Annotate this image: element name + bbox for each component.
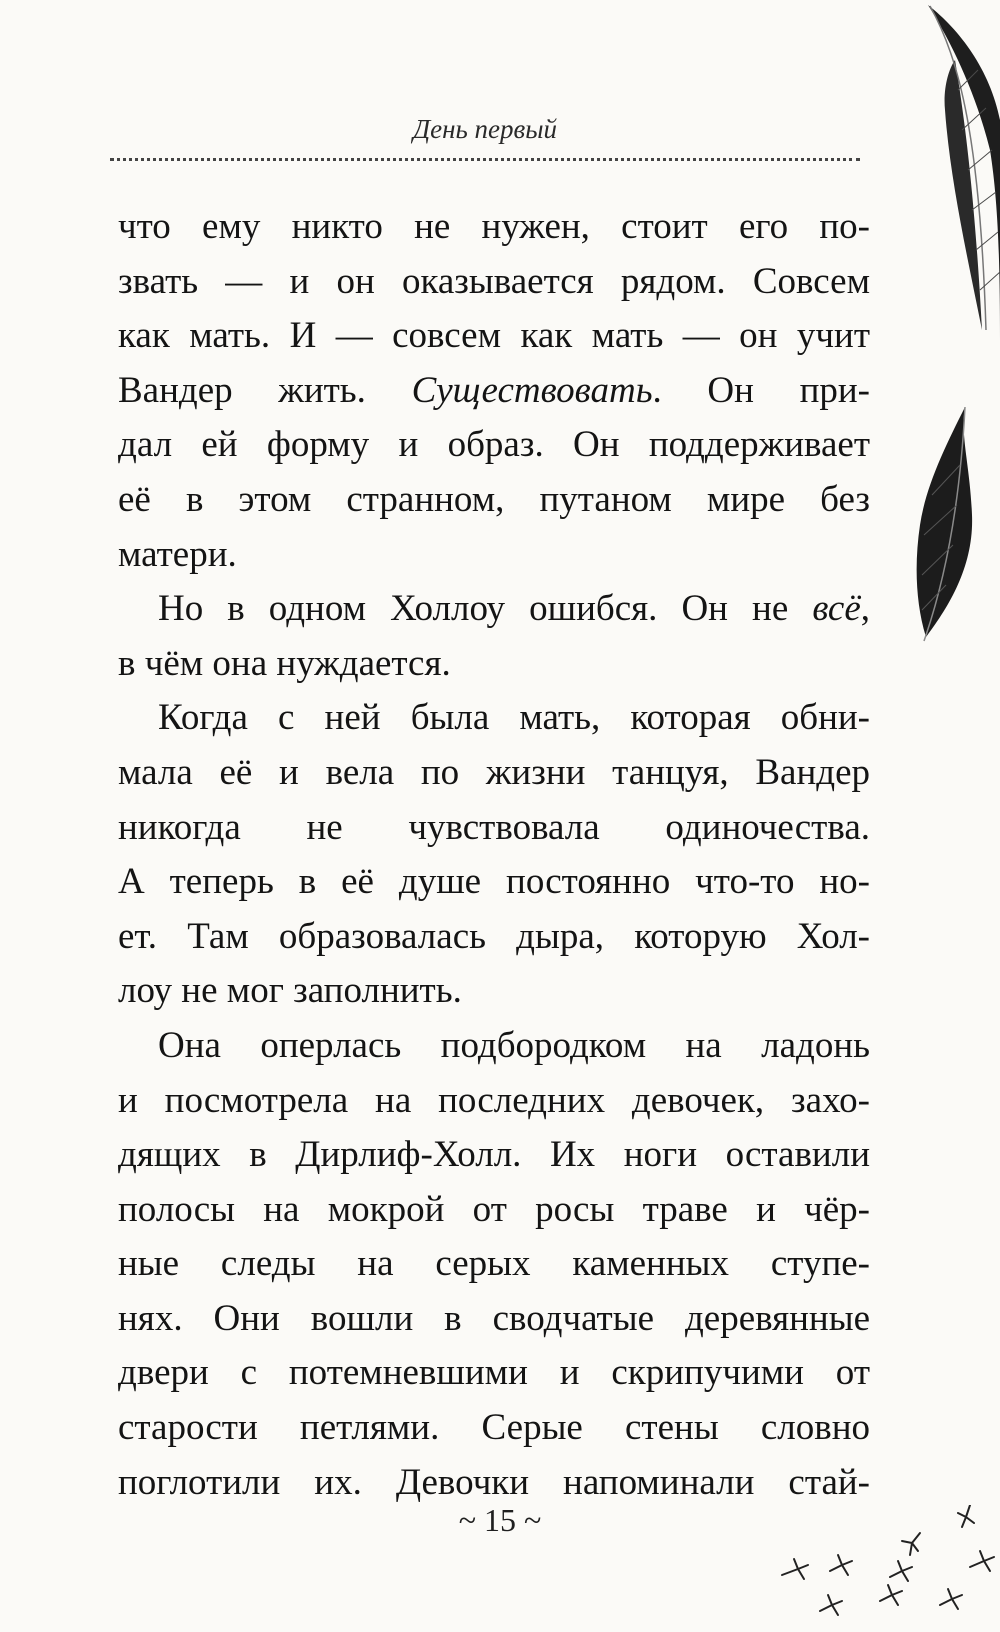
text-run: , <box>860 588 870 630</box>
text-line: Когда с ней была мать, которая обни- <box>158 697 870 739</box>
bird-tracks-icon <box>770 1505 1000 1625</box>
italic-emphasis: Существовать <box>411 369 653 411</box>
text-line: дал ей форму и образ. Он поддерживает <box>118 424 870 466</box>
text-run: Вандер жить. <box>118 369 412 411</box>
page-number: ~ 15 ~ <box>458 1502 542 1538</box>
text-line <box>118 582 870 637</box>
text-line: матери. <box>118 533 237 575</box>
text-line: двери с потемневшими и скрипучими от <box>118 1352 870 1394</box>
text-line: ет. Там образовалась дыра, которую Хол- <box>118 915 870 957</box>
header-divider <box>110 158 860 161</box>
text-line: А теперь в её душе постоянно что-то но- <box>118 861 870 903</box>
text-line: полосы на мокрой от росы траве и чёр- <box>118 1188 870 1230</box>
text-line: поглотили их. Девочки напоминали стай- <box>118 1461 870 1503</box>
feather-icon <box>910 405 982 645</box>
text-line: звать — и он оказывается рядом. Совсем <box>118 260 870 302</box>
text-line: как мать. И — совсем как мать — он учит <box>118 315 870 357</box>
feather-icon <box>920 0 1000 350</box>
text-line: Она оперлась подбородком на ладонь <box>158 1024 870 1066</box>
text-line: что ему никто не нужен, стоит его по- <box>118 206 870 247</box>
text-line <box>118 364 870 419</box>
running-head: День первый <box>412 114 558 144</box>
text-line: ные следы на серых каменных ступе- <box>118 1243 870 1285</box>
italic-emphasis: всё <box>812 588 861 630</box>
text-line: никогда не чувствовала одиночества. <box>118 806 870 848</box>
text-line: мала её и вела по жизни танцуя, Вандер <box>118 751 870 793</box>
text-run: Но в одном Холлоу ошибся. Он не <box>158 588 813 630</box>
body-text <box>118 200 870 1510</box>
text-line: её в этом странном, путаном мире без <box>118 478 870 520</box>
text-line: старости петлями. Серые стены словно <box>118 1407 870 1449</box>
text-run: . Он при- <box>652 369 870 411</box>
text-line: нях. Они вошли в сводчатые деревянные <box>118 1297 870 1339</box>
text-line: дящих в Дирлиф-Холл. Их ноги оставили <box>118 1134 870 1176</box>
text-line: в чём она нуждается. <box>118 642 451 684</box>
text-line: лоу не мог заполнить. <box>118 970 462 1012</box>
text-line: и посмотрела на последних девочек, захо- <box>118 1079 870 1121</box>
